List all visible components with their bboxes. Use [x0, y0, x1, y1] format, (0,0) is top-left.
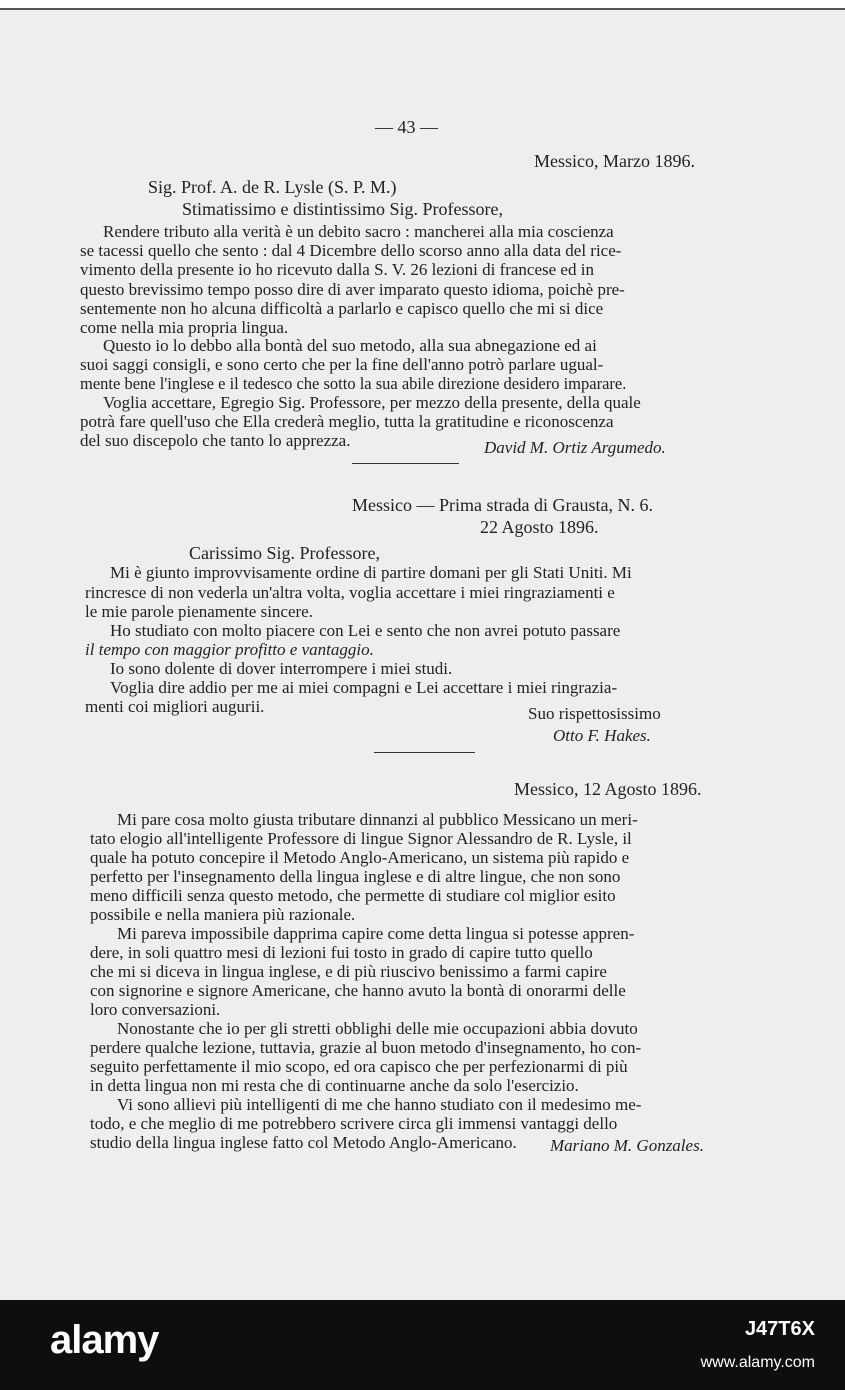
- letter3-line: Mi pareva impossibile dapprima capire come detta lingua si potesse appren-: [117, 924, 635, 943]
- letter3-line: con signorine e signore Americane, che hanno avuto la bontà di onorarmi delle: [90, 981, 626, 1000]
- letter1-place-date: Messico, Marzo 1896.: [534, 151, 695, 171]
- letter3-line: seguito perfettamente il mio scopo, ed ora capisco che per perfezionarmi di più: [90, 1057, 628, 1076]
- brand-logo: alamy: [50, 1318, 159, 1362]
- section-divider: [374, 752, 475, 753]
- letter3-line: dere, in soli quattro mesi di lezioni fui tosto in grado di capire tutto quello: [90, 943, 593, 962]
- letter1-line: sentemente non ho alcuna difficoltà a parlarlo e capisco quello che mi si dice: [80, 299, 604, 318]
- page-number: — 43 —: [375, 117, 438, 137]
- letter2-address: Messico — Prima strada di Grausta, N. 6.: [352, 495, 653, 515]
- letter1-salutation: Stimatissimo e distintissimo Sig. Professore,: [182, 199, 504, 219]
- letter2-signature: Otto F. Hakes.: [553, 726, 651, 745]
- letter1-line: del suo discepolo che tanto lo apprezza.: [80, 431, 351, 450]
- image-id: J47T6X: [744, 1318, 815, 1340]
- letter2-line: Mi è giunto improvvisamente ordine di partire domani per gli Stati Uniti. Mi: [110, 563, 632, 582]
- letter3-signature: Mariano M. Gonzales.: [550, 1136, 704, 1155]
- letter1-line: vimento della presente io ho ricevuto dalla S. V. 26 lezioni di francese ed in: [80, 260, 594, 279]
- letter3-line: Nonostante che io per gli stretti obblighi delle mie occupazioni abbia dovuto: [117, 1019, 638, 1038]
- letter2-closing: Suo rispettosissimo: [528, 704, 661, 723]
- letter3-line: loro conversazioni.: [90, 1000, 221, 1019]
- letter2-line: Io sono dolente di dover interrompere i miei studi.: [110, 659, 453, 678]
- letter1-recipient: Sig. Prof. A. de R. Lysle (S. P. M.): [148, 177, 397, 197]
- letter2-line: il tempo con maggior profitto e vantaggio.: [85, 640, 374, 659]
- letter1-line: Questo io lo debbo alla bontà del suo metodo, alla sua abnegazione ed ai: [103, 336, 597, 355]
- letter1-line: se tacessi quello che sento : dal 4 Dicembre dello scorso anno alla data del rice-: [80, 241, 622, 260]
- letter3-line: tato elogio all'intelligente Professore di lingue Signor Alessandro de R. Lysle, il: [90, 829, 632, 848]
- letter1-line: Voglia accettare, Egregio Sig. Professore, per mezzo della presente, della quale: [103, 393, 641, 412]
- letter3-line: che mi si diceva in lingua inglese, e di più riuscivo benissimo a farmi capire: [90, 962, 607, 981]
- letter2-date: 22 Agosto 1896.: [480, 517, 599, 537]
- letter2-line: le mie parole pienamente sincere.: [85, 602, 313, 621]
- letter2-salutation: Carissimo Sig. Professore,: [189, 543, 380, 563]
- letter3-line: quale ha potuto concepire il Metodo Anglo-Americano, un sistema più rapido e: [90, 848, 630, 867]
- letter3-place-date: Messico, 12 Agosto 1896.: [514, 779, 702, 799]
- letter3-line: Mi pare cosa molto giusta tributare dinnanzi al pubblico Messicano un meri-: [117, 810, 638, 829]
- letter3-line: todo, e che meglio di me potrebbero scrivere circa gli immensi vantaggi dello: [90, 1114, 618, 1133]
- letter2-line: Ho studiato con molto piacere con Lei e sento che non avrei potuto passare: [110, 621, 621, 640]
- letter1-line: suoi saggi consigli, e sono certo che per la fine dell'anno potrò parlare ugual-: [80, 355, 604, 374]
- stock-footer-banner: [0, 1300, 845, 1390]
- letter3-line: possibile e nella maniera più razionale.: [90, 905, 356, 924]
- letter3-line: meno difficili senza questo metodo, che permette di studiare col miglior esito: [90, 886, 616, 905]
- letter1-line: mente bene l'inglese e il tedesco che sotto la sua abile direzione desidero imparare.: [80, 374, 627, 393]
- scanned-page: [0, 8, 845, 1300]
- letter1-line: questo brevissimo tempo posso dire di aver imparato questo idioma, poichè pre-: [80, 280, 625, 299]
- letter3-line: studio della lingua inglese fatto col Metodo Anglo-Americano.: [90, 1133, 517, 1152]
- letter3-line: Vi sono allievi più intelligenti di me che hanno studiato con il medesimo me-: [117, 1095, 642, 1114]
- letter3-line: perdere qualche lezione, tuttavia, grazie al buon metodo d'insegnamento, ho con-: [90, 1038, 642, 1057]
- letter1-line: Rendere tributo alla verità è un debito sacro : mancherei alla mia coscienza: [103, 222, 614, 241]
- letter2-line: menti coi migliori augurii.: [85, 697, 265, 716]
- letter2-line: rincresce di non vederla un'altra volta, voglia accettare i miei ringraziamenti e: [85, 583, 615, 602]
- section-divider: [352, 463, 459, 464]
- letter1-signature: David M. Ortiz Argumedo.: [484, 438, 666, 457]
- letter1-line: come nella mia propria lingua.: [80, 318, 289, 337]
- letter3-line: perfetto per l'insegnamento della lingua inglese e di altre lingue, che non sono: [90, 867, 621, 886]
- letter1-line: potrà fare quell'uso che Ella crederà meglio, tutta la gratitudine e riconoscenza: [80, 412, 614, 431]
- letter2-line: Voglia dire addio per me ai miei compagni e Lei accettare i miei ringrazia-: [110, 678, 618, 697]
- letter3-line: in detta lingua non mi resta che di continuarne anche da solo l'esercizio.: [90, 1076, 579, 1095]
- site-url: www.alamy.com: [700, 1354, 815, 1371]
